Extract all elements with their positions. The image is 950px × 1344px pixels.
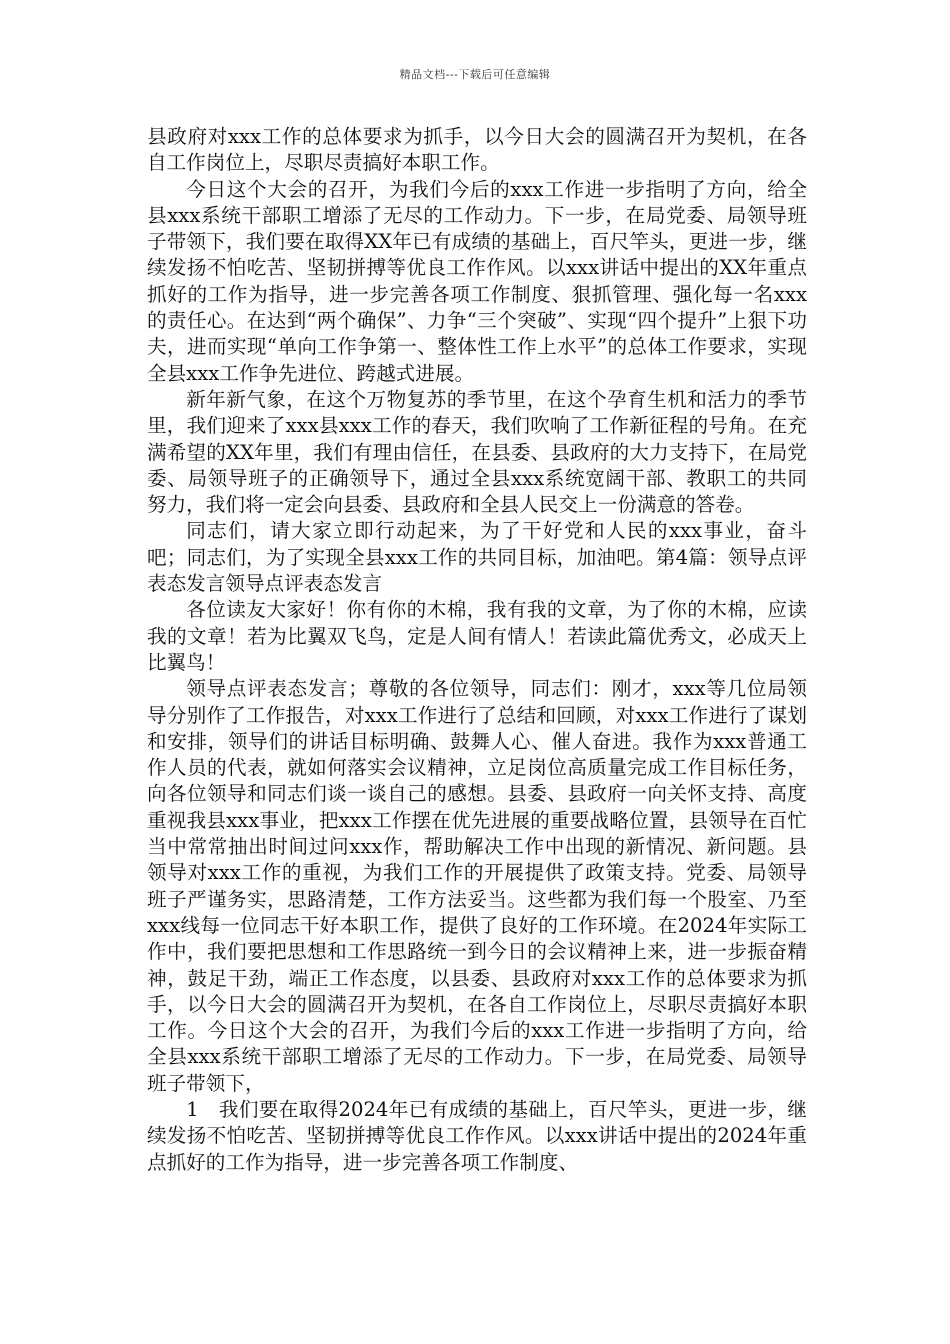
paragraph-7: 1 我们要在取得2024年已有成绩的基础上，百尺竿头，更进一步，继续发扬不怕吃苦、坚韧拼搏等优良工作作风。以xxx讲话中提出的2024年重点抓好的工作为指导，进一步完善各项工作制度、 — [147, 1097, 807, 1174]
paragraph-6: 领导点评表态发言；尊敬的各位领导，同志们：刚才，xxx等几位局领导分别作了工作报告，对xxx工作进行了总结和回顾，对xxx工作进行了谋划和安排，领导们的讲话目标明确、鼓舞人心、催人奋进。我作为xxx普通工作人员的代表，就如何落实会议精神，立足岗位高质量完成工作目标任务，向各位领导和同志们谈一谈自己的感想。县委、县政府一向关怀支持、高度重视我县xxx事业，把xxx工作摆在优先进展的重要战略位置，县领导在百忙当中常常抽出时间过问xxx作，帮助解决工作中出现的新情况、新问题。县领导对xxx工作的重视，为我们工作的开展提供了政策支持。党委、局领导班子严谨务实，思路清楚，工作方法妥当。这些都为我们每一个股室、乃至xxx线每一位同志干好本职工作，提供了良好的工作环境。在2024年实际工作中，我们要把思想和工作思路统一到今日的会议精神上来，进一步振奋精神，鼓足干劲，端正工作态度，以县委、县政府对xxx工作的总体要求为抓手，以今日大会的圆满召开为契机，在各自工作岗位上，尽职尽责搞好本职工作。今日这个大会的召开，为我们今后的xxx工作进一步指明了方向，给全县xxx系统干部职工增添了无尽的工作动力。下一步，在局党委、局领导班子带领下， — [147, 677, 807, 1095]
paragraph-2: 今日这个大会的召开，为我们今后的xxx工作进一步指明了方向，给全县xxx系统干部职工增添了无尽的工作动力。下一步，在局党委、局领导班子带领下，我们要在取得XX年已有成绩的基础上，百尺竿头，更进一步，继续发扬不怕吃苦、坚韧拼搏等优良工作作风。以xxx讲话中提出的XX年重点抓好的工作为指导，进一步完善各项工作制度、狠抓管理、强化每一名xxx的责任心。在达到“两个确保”、力争“三个突破”、实现“四个提升”上狠下功夫，进而实现“单向工作争第一、整体性工作上水平”的总体工作要求，实现全县xxx工作争先进位、跨越式进展。 — [147, 177, 807, 385]
paragraph-5: 各位读友大家好！你有你的木棉，我有我的文章，为了你的木棉，应读我的文章！若为比翼双飞鸟，定是人间有情人！若读此篇优秀文，必成天上比翼鸟！ — [147, 598, 807, 674]
paragraph-3: 新年新气象，在这个万物复苏的季节里，在这个孕育生机和活力的季节里，我们迎来了xxx县xxx工作的春天，我们吹响了工作新征程的号角。在充满希望的XX年里，我们有理由信任，在县委、县政府的大力支持下，在局党委、局领导班子的正确领导下，通过全县xxx系统宽阔干部、教职工的共同努力，我们将一定会向县委、县政府和全县人民交上一份满意的答卷。 — [147, 387, 807, 517]
page-header: 精品文档---下载后可任意编辑 — [399, 68, 551, 81]
paragraph-1: 县政府对xxx工作的总体要求为抓手，以今日大会的圆满召开为契机，在各自工作岗位上，尽职尽责搞好本职工作。 — [147, 125, 807, 175]
document-body — [147, 124, 807, 1176]
paragraph-4: 同志们，请大家立即行动起来，为了干好党和人民的xxx事业，奋斗吧；同志们，为了实现全县xxx工作的共同目标，加油吧。第4篇：领导点评表态发言领导点评表态发言 — [147, 519, 807, 596]
